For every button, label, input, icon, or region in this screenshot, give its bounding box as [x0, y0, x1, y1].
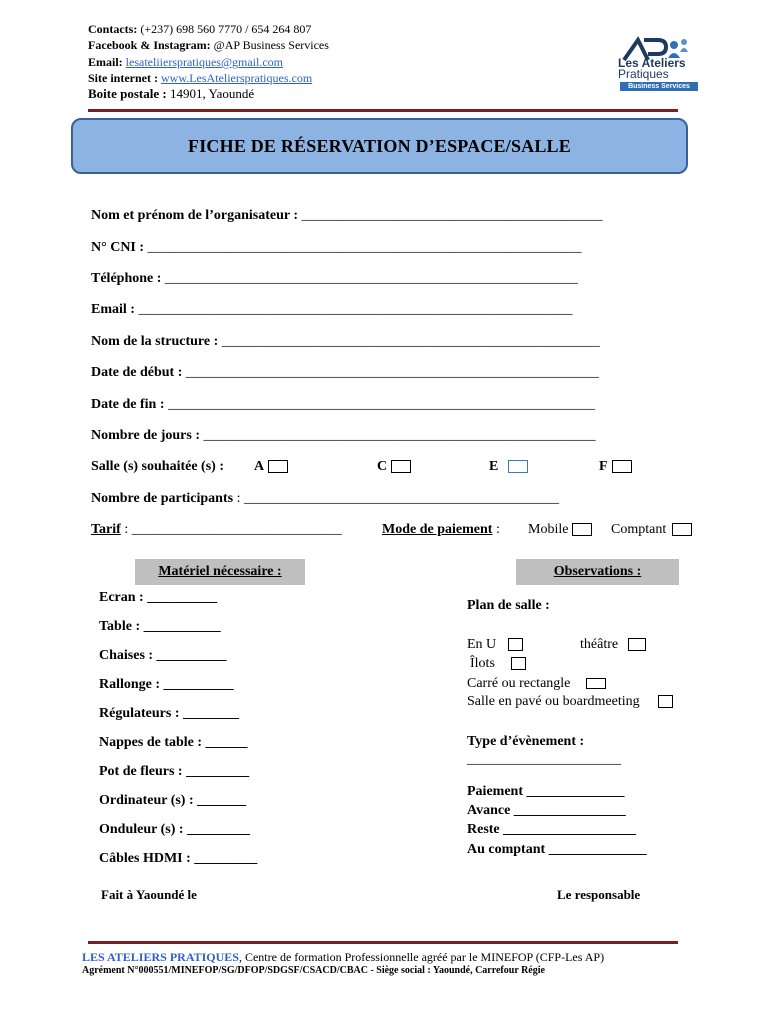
- payment-label: Mode de paiement: [382, 522, 493, 537]
- phone-label: Téléphone :: [91, 271, 162, 286]
- layout-square-checkbox[interactable]: [586, 678, 606, 689]
- material-item-chairs[interactable]: Chaises : __________: [99, 648, 227, 663]
- field-email[interactable]: [91, 302, 572, 318]
- mobile-label: Mobile: [528, 522, 569, 537]
- room-e-label: E: [489, 459, 499, 474]
- start-date-label: Date de début :: [91, 365, 183, 380]
- email-field-label: Email :: [91, 302, 135, 317]
- cni-input-line[interactable]: ______________________________________________________________: [144, 240, 582, 255]
- footer-accreditation: , Centre de formation Professionnelle agréé par le MINEFOP (CFP-Les AP): [238, 950, 605, 964]
- payment-mobile-option[interactable]: [528, 522, 592, 538]
- field-tarif[interactable]: [91, 522, 342, 538]
- footer-divider: [88, 941, 678, 944]
- field-start-date[interactable]: [91, 365, 599, 381]
- material-item-screen[interactable]: Ecran : __________: [99, 590, 218, 605]
- event-type-input-line[interactable]: ______________________: [467, 752, 621, 767]
- cash-label: Comptant: [611, 522, 667, 537]
- material-item-table[interactable]: Table : ___________: [99, 619, 221, 634]
- layout-ilots-option[interactable]: [470, 656, 526, 672]
- email-input-line[interactable]: ______________________________________________________________: [134, 302, 573, 317]
- field-organizer[interactable]: [91, 208, 603, 224]
- email-label: Email:: [88, 55, 123, 69]
- material-item-regulators[interactable]: Régulateurs : ________: [99, 706, 239, 721]
- layout-theatre-checkbox[interactable]: [628, 638, 646, 651]
- room-a-option[interactable]: [254, 459, 288, 475]
- material-item-computers[interactable]: Ordinateur (s) : _______: [99, 793, 247, 808]
- material-item-tablecloths[interactable]: Nappes de table : ______: [99, 735, 248, 750]
- contacts-line: [88, 21, 311, 37]
- layout-theatre-label: théâtre: [580, 637, 619, 652]
- rooms-label: [91, 459, 224, 475]
- logo-line2: Pratiques: [618, 67, 669, 81]
- room-c-option[interactable]: [377, 459, 411, 475]
- social-value: @AP Business Services: [210, 38, 329, 52]
- field-structure[interactable]: [91, 334, 600, 350]
- advance-field[interactable]: Avance ________________: [467, 803, 626, 818]
- layout-u-checkbox[interactable]: [508, 638, 523, 651]
- layout-board-label: Salle en pavé ou boardmeeting: [467, 694, 640, 709]
- footer-brand: LES ATELIERS PRATIQUES: [82, 950, 239, 964]
- days-input-line[interactable]: ________________________________________________________: [200, 428, 596, 443]
- mobile-checkbox[interactable]: [572, 523, 592, 536]
- layout-u-label: En U: [467, 637, 497, 652]
- rooms-label-text: Salle (s) souhaitée (s) :: [91, 459, 224, 474]
- start-date-input-line[interactable]: ___________________________________________________________: [182, 365, 599, 380]
- field-end-date[interactable]: [91, 397, 595, 413]
- payment-amount-field[interactable]: Paiement ______________: [467, 784, 625, 799]
- end-date-label: Date de fin :: [91, 397, 165, 412]
- po-value: 14901, Yaoundé: [166, 86, 255, 101]
- footer-line2: Agrément N°000551/MINEFOP/SG/DFOP/SDGSF/CSACD/CBAC - Siège social : Yaoundé, Carrefour Régie: [82, 965, 545, 976]
- contacts-label: Contacts:: [88, 22, 138, 36]
- payment-colon: :: [492, 522, 500, 537]
- contacts-value: (+237) 698 560 7770 / 654 264 807: [137, 22, 312, 36]
- phone-input-line[interactable]: ___________________________________________________________: [161, 271, 578, 286]
- layout-u-option[interactable]: [467, 637, 523, 653]
- site-link[interactable]: www.LesAtelierspratiques.com: [160, 71, 313, 85]
- cash-checkbox[interactable]: [672, 523, 692, 536]
- participants-input-line[interactable]: : _____________________________________________: [233, 491, 559, 506]
- structure-input-line[interactable]: ______________________________________________________: [218, 334, 600, 349]
- material-item-extension[interactable]: Rallonge : __________: [99, 677, 234, 692]
- signature-place: Fait à Yaoundé le: [101, 887, 197, 902]
- structure-label: Nom de la structure :: [91, 334, 219, 349]
- layout-square-label: Carré ou rectangle: [467, 676, 571, 691]
- room-f-checkbox[interactable]: [612, 460, 632, 473]
- material-item-ups[interactable]: Onduleur (s) : _________: [99, 822, 251, 837]
- organizer-input-line[interactable]: ___________________________________________: [298, 208, 603, 223]
- material-item-flowerpots[interactable]: Pot de fleurs : _________: [99, 764, 250, 779]
- room-a-checkbox[interactable]: [268, 460, 288, 473]
- header-divider: [88, 109, 678, 112]
- logo-tagline: Business Services: [620, 82, 698, 91]
- layout-square-option[interactable]: [467, 676, 606, 692]
- email-link[interactable]: lesateliierspratiques@gmail.com: [125, 55, 284, 69]
- email-line: [88, 54, 283, 70]
- room-c-checkbox[interactable]: [391, 460, 411, 473]
- payment-cash-option[interactable]: [611, 522, 692, 538]
- layout-board-option[interactable]: [467, 694, 673, 710]
- social-label: Facebook & Instagram:: [88, 38, 211, 52]
- layout-ilots-checkbox[interactable]: [511, 657, 526, 670]
- field-days[interactable]: [91, 428, 596, 444]
- cni-label: N° CNI :: [91, 240, 145, 255]
- payment-mode: [382, 522, 500, 538]
- po-label: Boite postale :: [88, 86, 167, 101]
- layout-board-checkbox[interactable]: [658, 695, 673, 708]
- room-f-label: F: [599, 459, 608, 474]
- social-line: [88, 37, 329, 53]
- cash-total-field[interactable]: Au comptant ______________: [467, 842, 647, 857]
- logo-line1: Les Ateliers: [618, 56, 686, 70]
- days-label: Nombre de jours :: [91, 428, 201, 443]
- room-e-option[interactable]: [489, 459, 528, 475]
- material-heading-text: Matériel nécessaire :: [158, 564, 282, 579]
- site-label: Site internet :: [88, 71, 158, 85]
- tarif-input-line[interactable]: : ______________________________: [120, 522, 342, 537]
- room-c-label: C: [377, 459, 388, 474]
- balance-field[interactable]: Reste ___________________: [467, 822, 637, 837]
- layout-theatre-option[interactable]: [580, 637, 646, 653]
- tarif-label: Tarif: [91, 522, 121, 537]
- organizer-label: Nom et prénom de l’organisateur :: [91, 208, 298, 223]
- layout-ilots-label: Îlots: [470, 656, 495, 671]
- field-phone[interactable]: [91, 271, 578, 287]
- material-item-hdmi[interactable]: Câbles HDMI : _________: [99, 851, 258, 866]
- site-line: [88, 70, 312, 86]
- room-e-checkbox[interactable]: [508, 460, 528, 473]
- room-f-option[interactable]: [599, 459, 632, 475]
- participants-label: Nombre de participants: [91, 491, 234, 506]
- event-type-label: Type d’évènement :: [467, 734, 585, 749]
- observations-heading-text: Observations :: [553, 564, 642, 579]
- room-a-label: A: [254, 459, 265, 474]
- field-cni[interactable]: [91, 240, 582, 256]
- page-title: FICHE DE RÉSERVATION D’ESPACE/SALLE: [188, 136, 571, 156]
- observations-heading: [516, 559, 679, 585]
- end-date-input-line[interactable]: _____________________________________________________________: [164, 397, 595, 412]
- signature-responsible: Le responsable: [557, 887, 641, 902]
- room-plan-label: Plan de salle :: [467, 598, 550, 613]
- footer-line1: [82, 950, 604, 965]
- company-logo: [618, 36, 702, 94]
- title-banner: [71, 118, 688, 174]
- po-line: [88, 86, 254, 102]
- material-heading: [135, 559, 305, 585]
- field-participants[interactable]: [91, 491, 559, 507]
